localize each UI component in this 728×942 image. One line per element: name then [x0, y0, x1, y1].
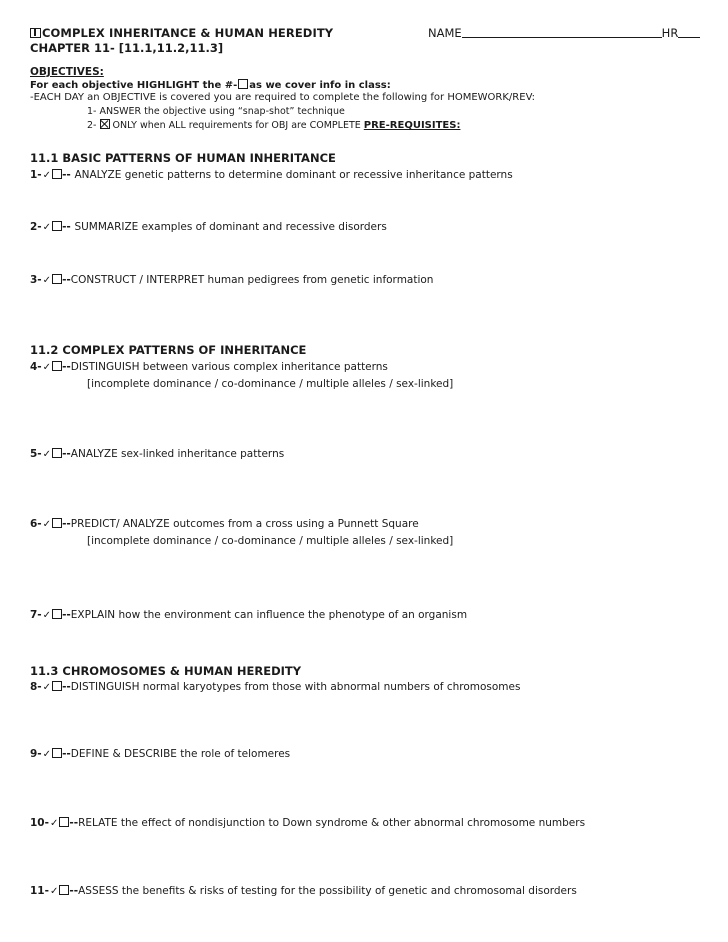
- separator: --: [62, 609, 71, 621]
- objective-10: [30, 817, 585, 829]
- each-day-instruction: -EACH DAY an OBJECTIVE is covered you are required to complete the following for HOMEWORK/REV:: [30, 92, 535, 103]
- objective-text: SUMMARIZE examples of dominant and recessive disorders: [74, 221, 387, 233]
- objective-number: 8-: [30, 681, 42, 693]
- objective-text: CONSTRUCT / INTERPRET human pedigrees from genetic information: [70, 274, 434, 286]
- highlight-prefix: For each objective HIGHLIGHT the #-: [30, 80, 238, 91]
- highlight-instruction: [30, 79, 391, 91]
- check-icon: ✓: [42, 519, 52, 530]
- step-2: [87, 119, 460, 131]
- empty-box-icon: [238, 79, 248, 89]
- objective-checkbox[interactable]: [52, 748, 62, 758]
- checked-box-icon: [100, 119, 110, 129]
- name-label: NAME: [428, 26, 462, 40]
- objective-number: 6-: [30, 518, 42, 530]
- objective-6-subline: [incomplete dominance / co-dominance / multiple alleles / sex-linked]: [87, 535, 454, 547]
- hr-label: HR: [661, 26, 679, 40]
- objective-4-subline: [incomplete dominance / co-dominance / multiple alleles / sex-linked]: [87, 378, 454, 390]
- objective-checkbox[interactable]: [59, 817, 69, 827]
- check-icon: ✓: [49, 886, 59, 897]
- section-title-11-2: 11.2 COMPLEX PATTERNS OF INHERITANCE: [30, 343, 307, 357]
- section-title-11-1: 11.1 BASIC PATTERNS OF HUMAN INHERITANCE: [30, 151, 336, 165]
- separator: --: [62, 274, 71, 286]
- objective-number: 10-: [30, 817, 49, 829]
- objective-1: [30, 169, 513, 181]
- step-1: 1- ANSWER the objective using “snap-shot” technique: [87, 106, 345, 117]
- objective-number: 3-: [30, 274, 42, 286]
- objective-checkbox[interactable]: [59, 885, 69, 895]
- objective-number: 7-: [30, 609, 42, 621]
- objective-number: 9-: [30, 748, 42, 760]
- objective-text: PREDICT/ ANALYZE outcomes from a cross using a Punnett Square: [70, 518, 419, 530]
- objective-text: ANALYZE sex-linked inheritance patterns: [70, 448, 285, 460]
- separator: --: [62, 748, 71, 760]
- separator: --: [69, 817, 79, 829]
- objective-text: DISTINGUISH normal karyotypes from those with abnormal numbers of chromosomes: [70, 681, 521, 693]
- check-icon: ✓: [42, 449, 52, 460]
- objective-text: ANALYZE genetic patterns to determine dominant or recessive inheritance patterns: [74, 169, 513, 181]
- objective-4: [30, 361, 388, 373]
- objective-3: [30, 274, 433, 286]
- objective-checkbox[interactable]: [52, 448, 62, 458]
- objective-checkbox[interactable]: [52, 518, 62, 528]
- objective-checkbox[interactable]: [52, 221, 62, 231]
- objective-2: [30, 221, 387, 233]
- worksheet-title: [30, 26, 333, 40]
- check-icon: ✓: [42, 610, 52, 621]
- objective-8: [30, 681, 520, 693]
- separator: --: [62, 361, 71, 373]
- separator: --: [62, 448, 71, 460]
- title-text: COMPLEX INHERITANCE & HUMAN HEREDITY: [42, 26, 334, 40]
- objective-text: EXPLAIN how the environment can influence the phenotype of an organism: [70, 609, 468, 621]
- name-blank-field[interactable]: [462, 26, 662, 38]
- objective-text: DISTINGUISH between various complex inheritance patterns: [70, 361, 388, 373]
- check-icon: ✓: [42, 222, 52, 233]
- objective-checkbox[interactable]: [52, 274, 62, 284]
- objective-6: [30, 518, 419, 530]
- separator: --: [62, 221, 75, 233]
- objective-9: [30, 748, 290, 760]
- section-title-11-3: 11.3 CHROMOSOMES & HUMAN HEREDITY: [30, 664, 302, 678]
- objective-number: 4-: [30, 361, 42, 373]
- objective-text: DEFINE & DESCRIBE the role of telomeres: [70, 748, 291, 760]
- objective-number: 2-: [30, 221, 42, 233]
- objective-number: 11-: [30, 885, 49, 897]
- objective-checkbox[interactable]: [52, 609, 62, 619]
- book-icon: [30, 28, 41, 38]
- objective-text: ASSESS the benefits & risks of testing for the possibility of genetic and chromosomal disorders: [78, 885, 577, 897]
- objective-checkbox[interactable]: [52, 169, 62, 179]
- step2-number: 2-: [87, 120, 97, 131]
- check-icon: ✓: [42, 682, 52, 693]
- check-icon: ✓: [42, 170, 52, 181]
- separator: --: [62, 169, 75, 181]
- prerequisites-label: PRE-REQUISITES:: [363, 120, 461, 131]
- objective-checkbox[interactable]: [52, 681, 62, 691]
- objective-5: [30, 448, 284, 460]
- objective-number: 1-: [30, 169, 42, 181]
- name-hr-fields: [428, 26, 700, 40]
- separator: --: [62, 681, 71, 693]
- highlight-suffix: as we cover info in class:: [249, 80, 391, 91]
- check-icon: ✓: [42, 275, 52, 286]
- hr-blank-field[interactable]: [678, 26, 700, 38]
- check-icon: ✓: [42, 362, 52, 373]
- objective-checkbox[interactable]: [52, 361, 62, 371]
- objective-7: [30, 609, 467, 621]
- chapter-label: CHAPTER 11- [11.1,11.2,11.3]: [30, 41, 224, 55]
- separator: --: [62, 518, 71, 530]
- objectives-heading: OBJECTIVES:: [30, 66, 104, 78]
- objective-11: [30, 885, 577, 897]
- step2-text: ONLY when ALL requirements for OBJ are COMPLETE: [109, 120, 364, 131]
- separator: --: [69, 885, 79, 897]
- objective-text: RELATE the effect of nondisjunction to Down syndrome & other abnormal chromosome numbers: [78, 817, 586, 829]
- objective-number: 5-: [30, 448, 42, 460]
- check-icon: ✓: [42, 749, 52, 760]
- check-icon: ✓: [49, 818, 59, 829]
